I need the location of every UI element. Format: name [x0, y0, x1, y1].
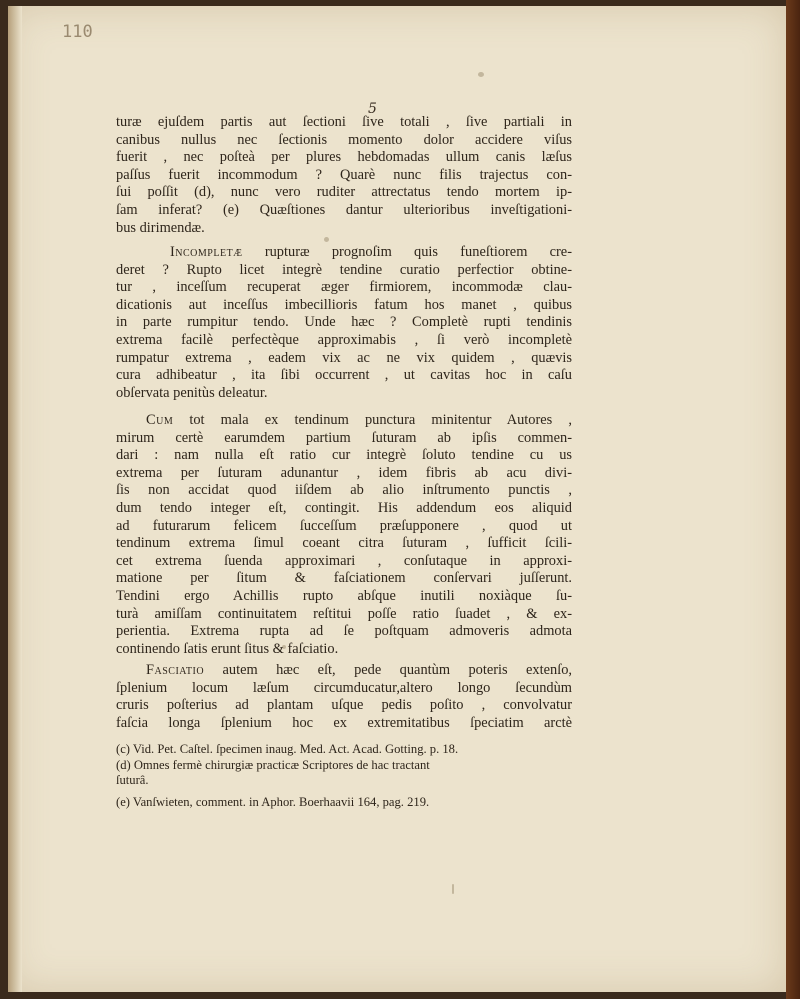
signature-mark: 5 [368, 101, 377, 117]
text-line-rest: autem hæc eſt, pede quantùm poteris extenſo, [204, 662, 572, 678]
text-line: perientia. Extrema rupta ad ſe poſtquam admoveris admota [116, 623, 572, 640]
text-line-rest: tot mala ex tendinum punctura minitentur Autores , [173, 412, 572, 428]
paragraph-1 [116, 114, 572, 237]
text-line: deret ? Rupto licet integrè tendine curatio perfectior obtine- [116, 261, 572, 278]
page-number: 110 [62, 22, 93, 42]
paper-blemish [478, 72, 484, 77]
text-line: rumpatur extrema , eadem vix ac ne vix quidem , quævis [116, 349, 572, 366]
text-line: cruris poſterius ad plantam uſque pedis poſito , convolvatur [116, 697, 572, 714]
paragraph-3 [116, 412, 572, 658]
text-line: matione per ſitum & faſciationem conſervari juſſerunt. [116, 570, 572, 587]
text-line: ſui poſſit (d), nunc vero ruditer attrectatus tendo mortem ip- [116, 184, 572, 201]
text-line: bus dirimendæ. [116, 219, 205, 236]
text-line: ſis non accidat quod iiſdem ab alio inſtrumento punctis , [116, 482, 572, 499]
text-line: extrema facilè perfectèque approximabis , ſi verò incompletè [116, 331, 572, 348]
text-line-rest: rupturæ prognoſim quis funeſtiorem cre- [242, 244, 572, 260]
text-line: ad futurarum felicem ſucceſſum præſupponere , quod ut [116, 517, 572, 534]
text-line: obſervata penitùs deleatur. [116, 384, 268, 401]
text-line: cura adhibeatur , ita ſibi occurrent , ut cavitas hoc in caſu [116, 367, 572, 384]
text-line: continendo ſatis erunt ſitus & faſciatio. [116, 640, 339, 657]
paragraph-2 [116, 244, 572, 402]
text-line: in parte rumpitur tendo. Unde hæc ? Completè rupti tendinis [116, 314, 572, 331]
footnote-d-continued: ſuturâ. [116, 773, 149, 787]
text-line: faſcia longa ſplenium hoc ex extremitatibus ſpeciatim arctè [116, 714, 572, 731]
paper-blemish [452, 884, 454, 894]
text-line: cet extrema ſuenda approximari , conſutaque in approxi- [116, 552, 572, 569]
text-line: extrema per ſuturam adunantur , idem fibris ab acu divi- [116, 464, 572, 481]
page-gutter-shadow [8, 6, 22, 992]
text-line: mirum certè earumdem partium ſuturam ab ipſis commen- [116, 429, 572, 446]
paragraph-lead: Incompletæ [170, 244, 243, 260]
text-line: ſam inferat? (e) Quæſtiones dantur ulterioribus inveſtigationi- [116, 201, 572, 218]
footnotes [116, 742, 572, 810]
text-line [116, 244, 572, 262]
text-line: dari : nam nulla eſt ratio cur integrè ſoluto tendine cu us [116, 447, 572, 464]
text-line: canibus nullus nec ſectionis momento dolor accidere viſus [116, 131, 572, 148]
paragraph-lead: Cum [146, 412, 174, 428]
text-line: dicationis aut inceſſus imbecillioris fatum hos manet , quibus [116, 296, 572, 313]
text-line: turæ ejuſdem partis aut ſectioni ſive totali , ſive partiali in [116, 114, 572, 130]
footnote-e: (e) Vanſwieten, comment. in Aphor. Boerhaavii 164, pag. 219. [116, 794, 430, 809]
paper-blemish [324, 237, 329, 242]
text-line: turà amiſſam continuitatem reſtitui poſſe ratio ſuadet , & ex- [116, 605, 572, 622]
text-line: Tendini ergo Achillis rupto abſque inutili noxiàque ſu- [116, 587, 572, 604]
footnote-d: (d) Omnes fermè chirurgiæ practicæ Scriptores de hac tractant [116, 757, 430, 772]
paragraph-lead: Fasciatio [146, 662, 205, 678]
binding-edge [786, 0, 800, 999]
footnote-c: (c) Vid. Pet. Caſtel. ſpecimen inaug. Med. Act. Acad. Gotting. p. 18. [116, 742, 459, 756]
text-line: paſſus fuerit incommodum ? Quarè nunc filis trajectus con- [116, 166, 572, 183]
text-line: dum tendo integer eſt, contingit. His addendum eos aliquid [116, 499, 572, 516]
text-line: tur , inceſſum recuperat æger firmiorem, incommodæ clau- [116, 279, 572, 296]
text-line [116, 662, 572, 680]
text-line [116, 412, 572, 430]
text-line: tendinum extrema ſimul coeant citra ſuturam , ſufficit ſcili- [116, 535, 572, 552]
text-line: ſplenium locum læſum circumducatur,altero longo ſecundùm [116, 679, 572, 696]
text-line: fuerit , nec poſteà per plures hebdomadas ullum canis læſus [116, 149, 572, 166]
paragraph-4 [116, 662, 572, 732]
